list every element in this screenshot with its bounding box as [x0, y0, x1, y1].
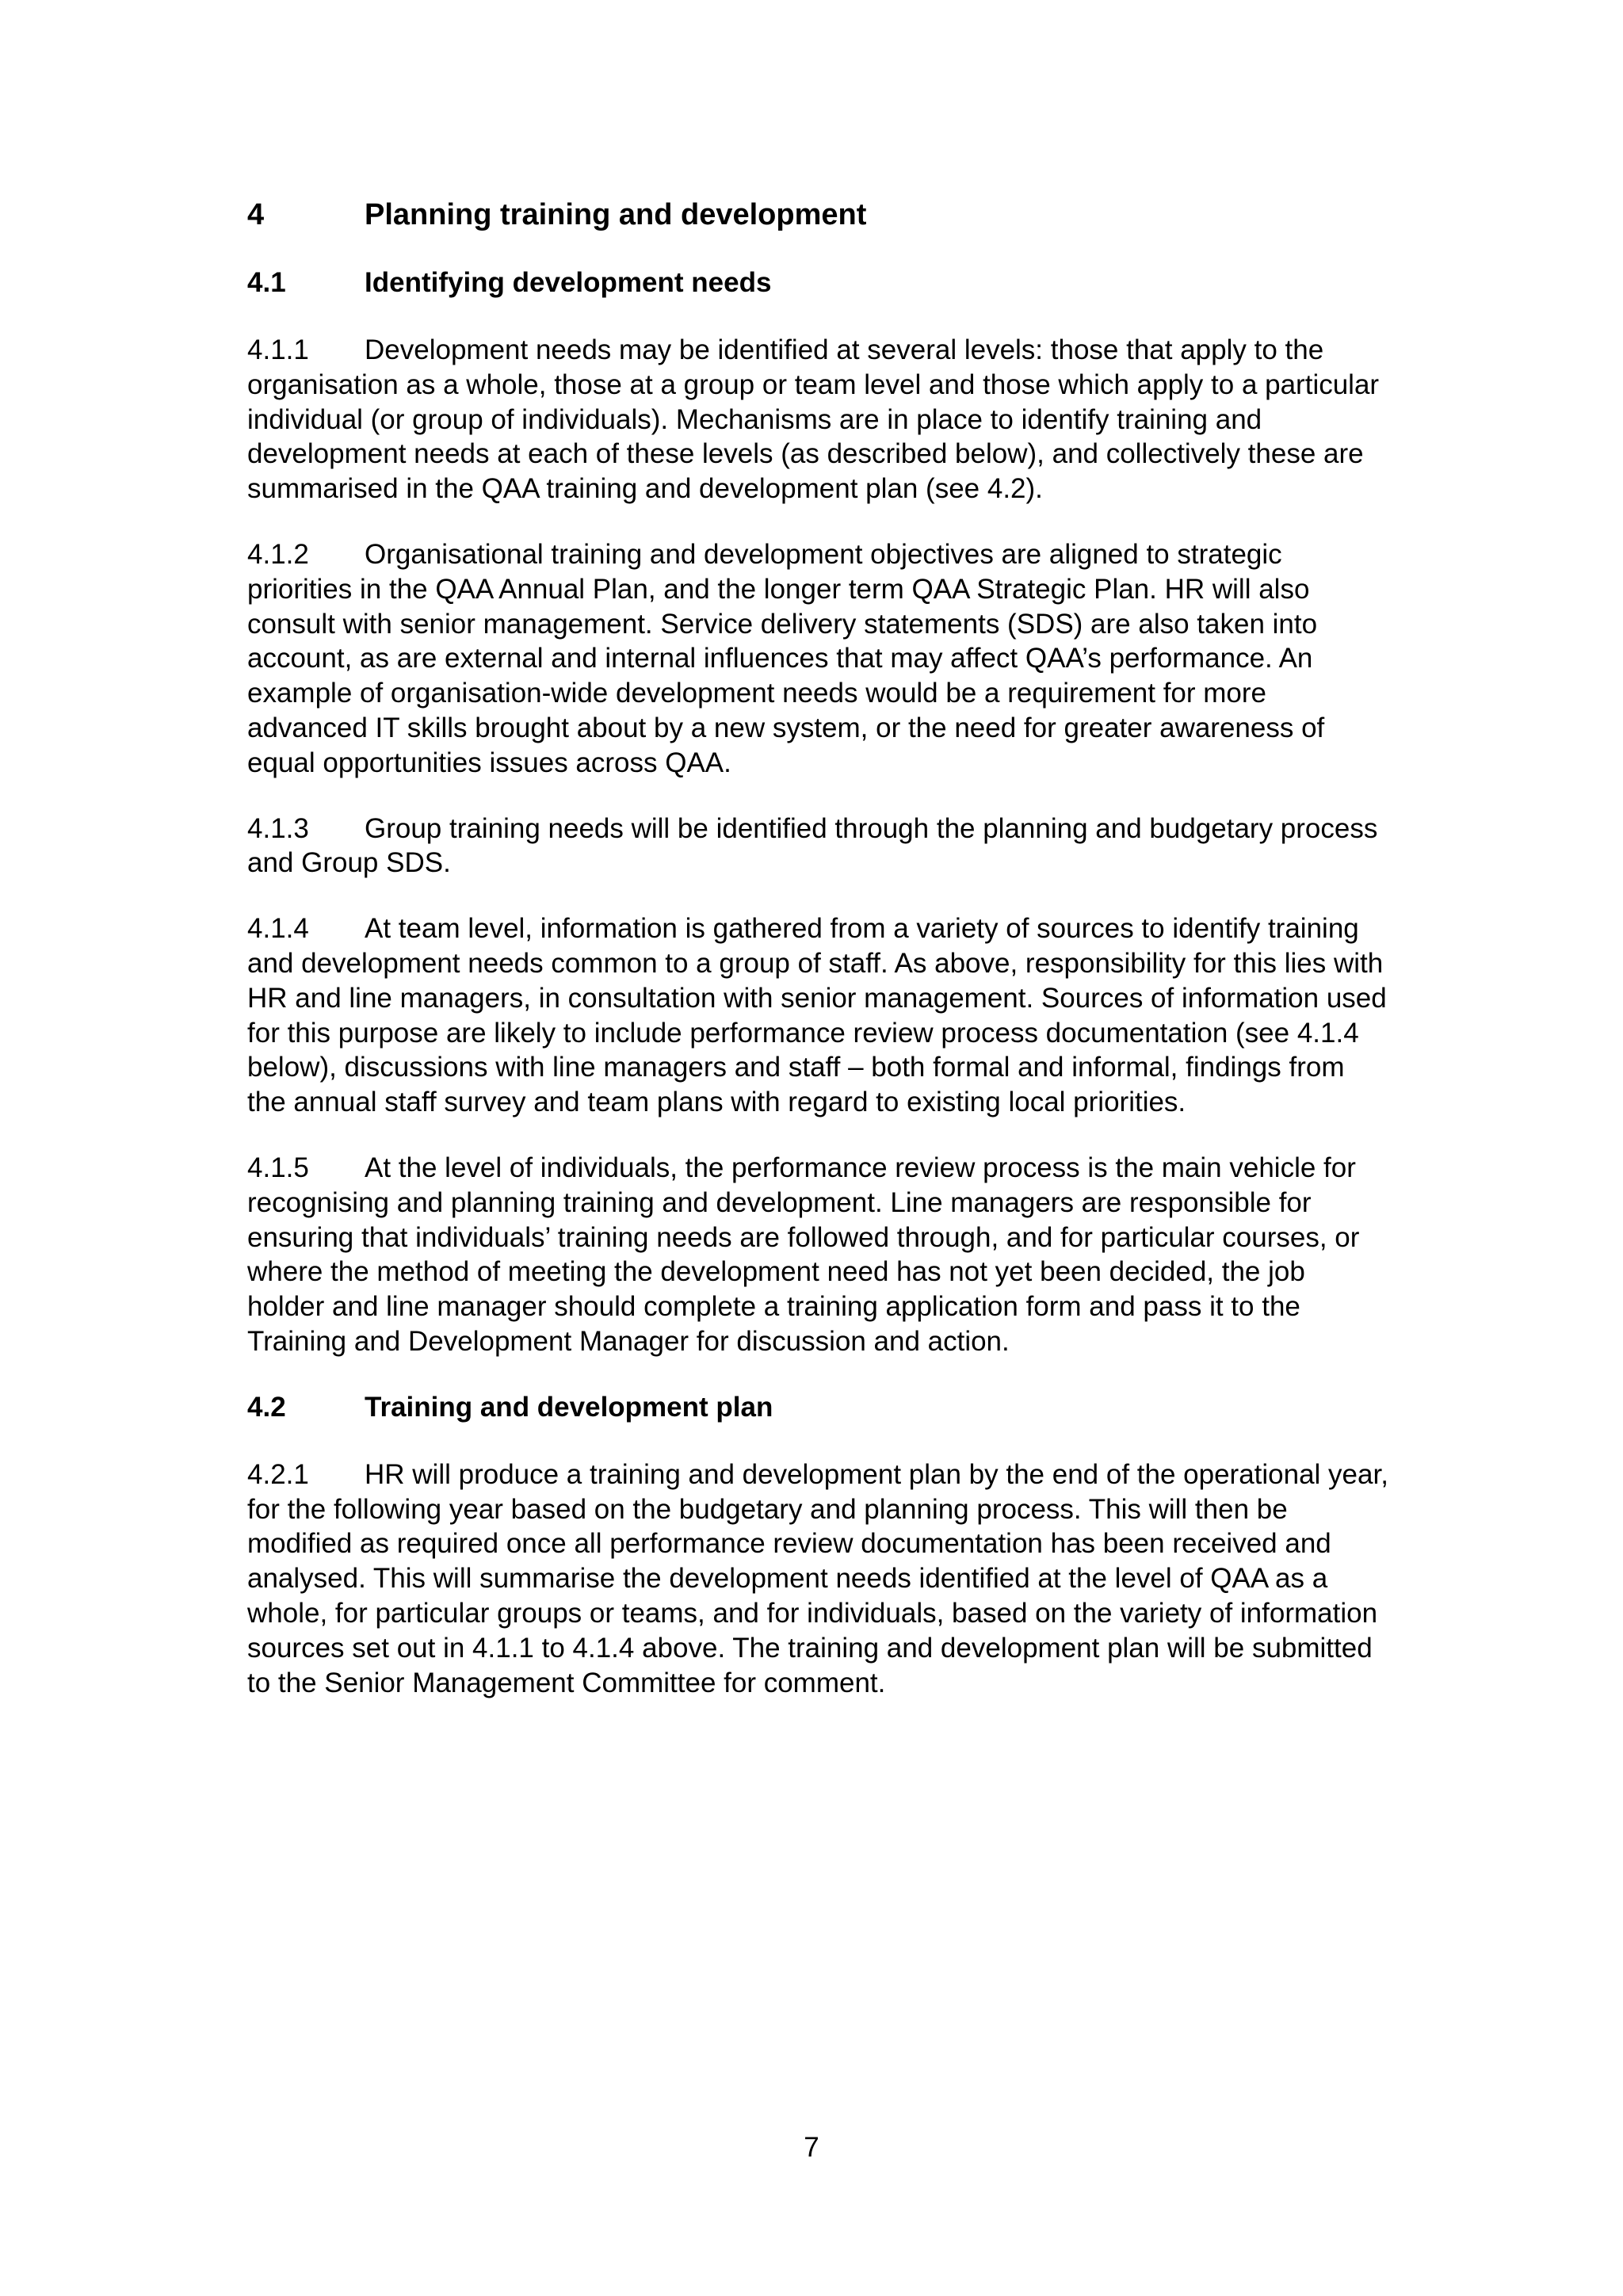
- subsection-heading-4-2: [247, 1389, 1388, 1427]
- paragraph-number: 4.1.5: [247, 1152, 309, 1183]
- subsection-title: Identifying development needs: [365, 267, 772, 298]
- section-number: 4: [247, 198, 265, 231]
- section-heading: [247, 195, 1388, 235]
- paragraph-text: At the level of individuals, the performance review process is the main vehicle for recognising and planning training and development. Line managers are responsible for ensuring that individuals’ training needs are followed through, and for particular courses, or where the method of meeting the development need has not yet been decided, the job holder and line manager should complete a training application form and pass it to the Training and Development Manager for discussion and action.: [247, 1152, 1360, 1357]
- paragraph-text: HR will produce a training and development plan by the end of the operational year, for the following year based on the budgetary and planning process. This will then be modified as required once all performance review documentation has been received and analysed. This will summarise the development needs identified at the level of QAA as a whole, for particular groups or teams, and for individuals, based on the variety of information sources set out in 4.1.1 to 4.1.4 above. The training and development plan will be submitted to the Senior Management Committee for comment.: [247, 1458, 1388, 1698]
- subsection-number: 4.1: [247, 267, 286, 298]
- paragraph-text: Development needs may be identified at several levels: those that apply to the organisation as a whole, those at a group or team level and those which apply to a particular individual (or group of individuals). Mechanisms are in place to identify training and development needs at each of these levels (as described below), and collectively these are summarised in the QAA training and development plan (see 4.2).: [247, 334, 1380, 505]
- subsection-heading-4-1: [247, 264, 1388, 302]
- paragraph-number: 4.1.1: [247, 334, 309, 365]
- paragraph-4-1-3: [247, 812, 1388, 881]
- paragraph-number: 4.1.4: [247, 913, 309, 945]
- paragraph-number: 4.1.2: [247, 538, 309, 570]
- paragraph-4-1-5: [247, 1151, 1388, 1359]
- paragraph-number: 4.2.1: [247, 1458, 309, 1490]
- paragraph-4-1-4: [247, 911, 1388, 1120]
- page-number: 7: [804, 2132, 819, 2163]
- subsection-title: Training and development plan: [365, 1391, 773, 1423]
- paragraph-text: Group training needs will be identified through the planning and budgetary process and Group SDS.: [247, 812, 1378, 879]
- subsection-number: 4.2: [247, 1391, 286, 1423]
- paragraph-text: At team level, information is gathered from a variety of sources to identify training and development needs common to a group of staff. As above, responsibility for this lies with HR and line managers, in consultation with senior management. Sources of information used for this purpose are likely to include performance review process documentation (see 4.1.4 below), discussions with line managers and staff – both formal and informal, findings from the annual staff survey and team plans with regard to existing local priorities.: [247, 913, 1387, 1118]
- paragraph-number: 4.1.3: [247, 812, 309, 844]
- paragraph-4-2-1: [247, 1457, 1388, 1701]
- paragraph-text: Organisational training and development objectives are aligned to strategic priorities in the QAA Annual Plan, and the longer term QAA Strategic Plan. HR will also consult with senior management. Service delivery statements (SDS) are also taken into account, as are external and internal influences that may affect QAA’s performance. An example of organisation-wide development needs would be a requirement for more advanced IT skills brought about by a new system, or the need for greater awareness of equal opportunities issues across QAA.: [247, 538, 1325, 778]
- section-title: Planning training and development: [365, 198, 867, 231]
- paragraph-4-1-2: [247, 537, 1388, 781]
- paragraph-4-1-1: [247, 333, 1388, 506]
- page-content: [247, 195, 1388, 1700]
